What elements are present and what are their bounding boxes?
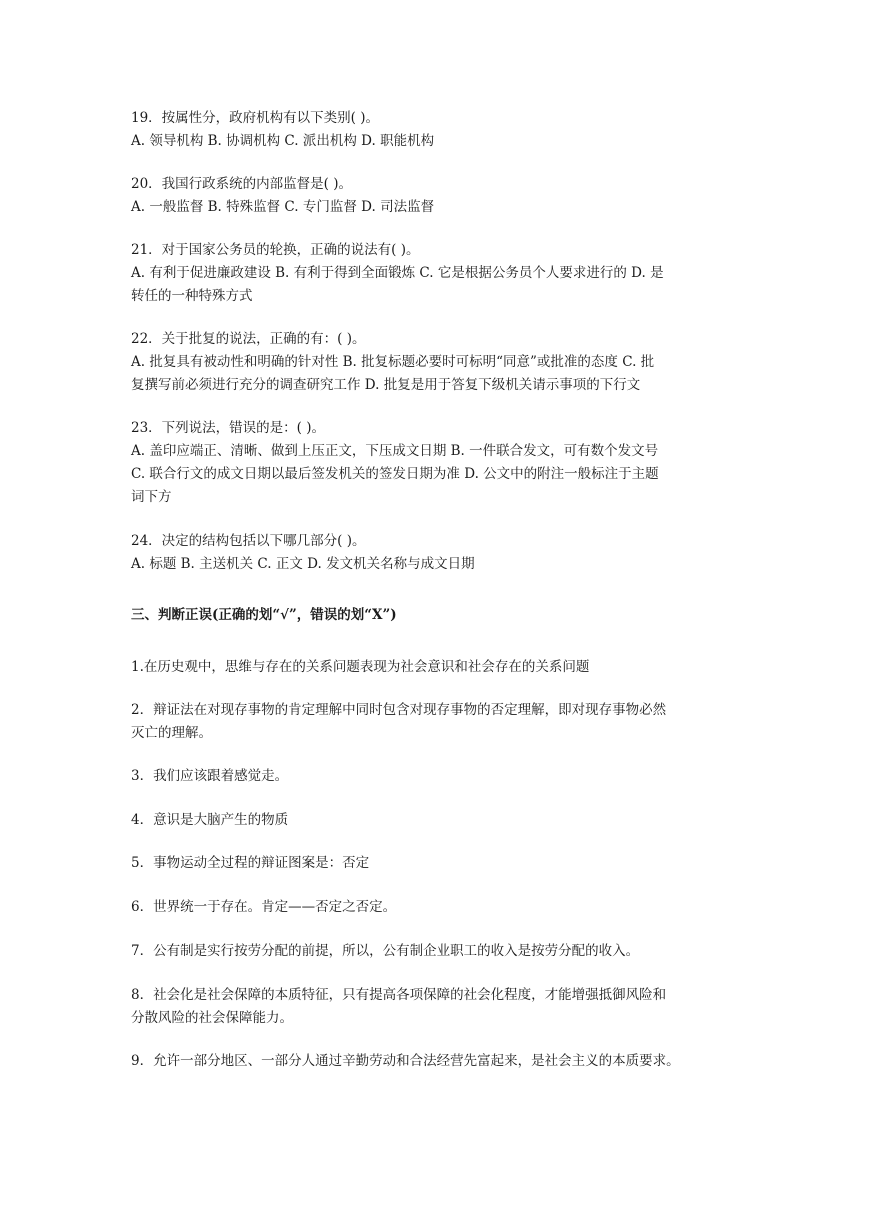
question-stem: 24．决定的结构包括以下哪几部分( )。 bbox=[131, 533, 366, 549]
question-stem: 20．我国行政系统的内部监督是( )。 bbox=[131, 176, 353, 192]
judgment-item-3 bbox=[131, 765, 741, 788]
judgment-item-7 bbox=[131, 940, 741, 963]
question-options-line-1: A. 批复具有被动性和明确的针对性 B. 批复标题必要时可标明“同意”或批准的态度 C. 批 bbox=[131, 354, 655, 370]
question-options-line-2: 转任的一种特殊方式 bbox=[131, 288, 253, 304]
judgment-text-line-1: 2．辩证法在对现存事物的肯定理解中同时包含对现存事物的否定理解，即对现存事物必然 bbox=[131, 702, 667, 718]
judgment-item-2 bbox=[131, 699, 741, 745]
judgment-item-1 bbox=[131, 656, 741, 679]
question-options-line-2: 复撰写前必须进行充分的调查研究工作 D. 批复是用于答复下级机关请示事项的下行文 bbox=[131, 377, 641, 393]
question-stem: 19．按属性分，政府机构有以下类别( )。 bbox=[131, 110, 380, 126]
judgment-item-4 bbox=[131, 809, 741, 832]
question-20 bbox=[131, 173, 741, 219]
question-options: A. 一般监督 B. 特殊监督 C. 专门监督 D. 司法监督 bbox=[131, 199, 435, 215]
judgment-item-6 bbox=[131, 896, 741, 919]
judgment-text-line-1: 8．社会化是社会保障的本质特征，只有提高各项保障的社会化程度，才能增强抵御风险和 bbox=[131, 987, 667, 1003]
judgment-text: 1.在历史观中，思维与存在的关系问题表现为社会意识和社会存在的关系问题 bbox=[131, 659, 590, 675]
judgment-text: 9．允许一部分地区、一部分人通过辛勤劳动和合法经营先富起来，是社会主义的本质要求。 bbox=[131, 1053, 680, 1069]
question-stem: 21．对于国家公务员的轮换，正确的说法有( )。 bbox=[131, 242, 420, 258]
judgment-text-line-2: 灭亡的理解。 bbox=[131, 725, 212, 741]
judgment-item-5 bbox=[131, 852, 741, 875]
judgment-text-line-2: 分散风险的社会保障能力。 bbox=[131, 1010, 293, 1026]
question-options-line-1: A. 有利于促进廉政建设 B. 有利于得到全面锻炼 C. 它是根据公务员个人要求进行的 D. 是 bbox=[131, 265, 664, 281]
judgment-item-9 bbox=[131, 1050, 741, 1073]
question-24 bbox=[131, 530, 741, 576]
judgment-text: 3．我们应该跟着感觉走。 bbox=[131, 768, 289, 784]
question-options-line-1: A. 盖印应端正、清晰、做到上压正文，下压成文日期 B. 一件联合发文，可有数个发文号 bbox=[131, 443, 659, 459]
judgment-text: 6．世界统一于存在。肯定——否定之否定。 bbox=[131, 899, 397, 915]
section-three-heading: 三、判断正误(正确的划“√”，错误的划“X”) bbox=[131, 607, 397, 623]
question-options-line-3: 词下方 bbox=[131, 489, 172, 505]
judgment-text: 4．意识是大脑产生的物质 bbox=[131, 812, 289, 828]
question-stem: 23．下列说法，错误的是：( )。 bbox=[131, 420, 326, 436]
question-19 bbox=[131, 107, 741, 153]
question-options: A. 领导机构 B. 协调机构 C. 派出机构 D. 职能机构 bbox=[131, 133, 435, 149]
question-21 bbox=[131, 239, 741, 308]
question-options: A. 标题 B. 主送机关 C. 正文 D. 发文机关名称与成文日期 bbox=[131, 556, 475, 572]
question-options-line-2: C. 联合行文的成文日期以最后签发机关的签发日期为准 D. 公文中的附注一般标注于主题 bbox=[131, 466, 659, 482]
question-22 bbox=[131, 328, 741, 397]
question-stem: 22．关于批复的说法，正确的有：( )。 bbox=[131, 331, 366, 347]
judgment-text: 7．公有制是实行按劳分配的前提，所以，公有制企业职工的收入是按劳分配的收入。 bbox=[131, 943, 640, 959]
judgment-text: 5．事物运动全过程的辩证图案是：否定 bbox=[131, 855, 370, 871]
judgment-item-8 bbox=[131, 984, 741, 1030]
question-23 bbox=[131, 417, 741, 509]
